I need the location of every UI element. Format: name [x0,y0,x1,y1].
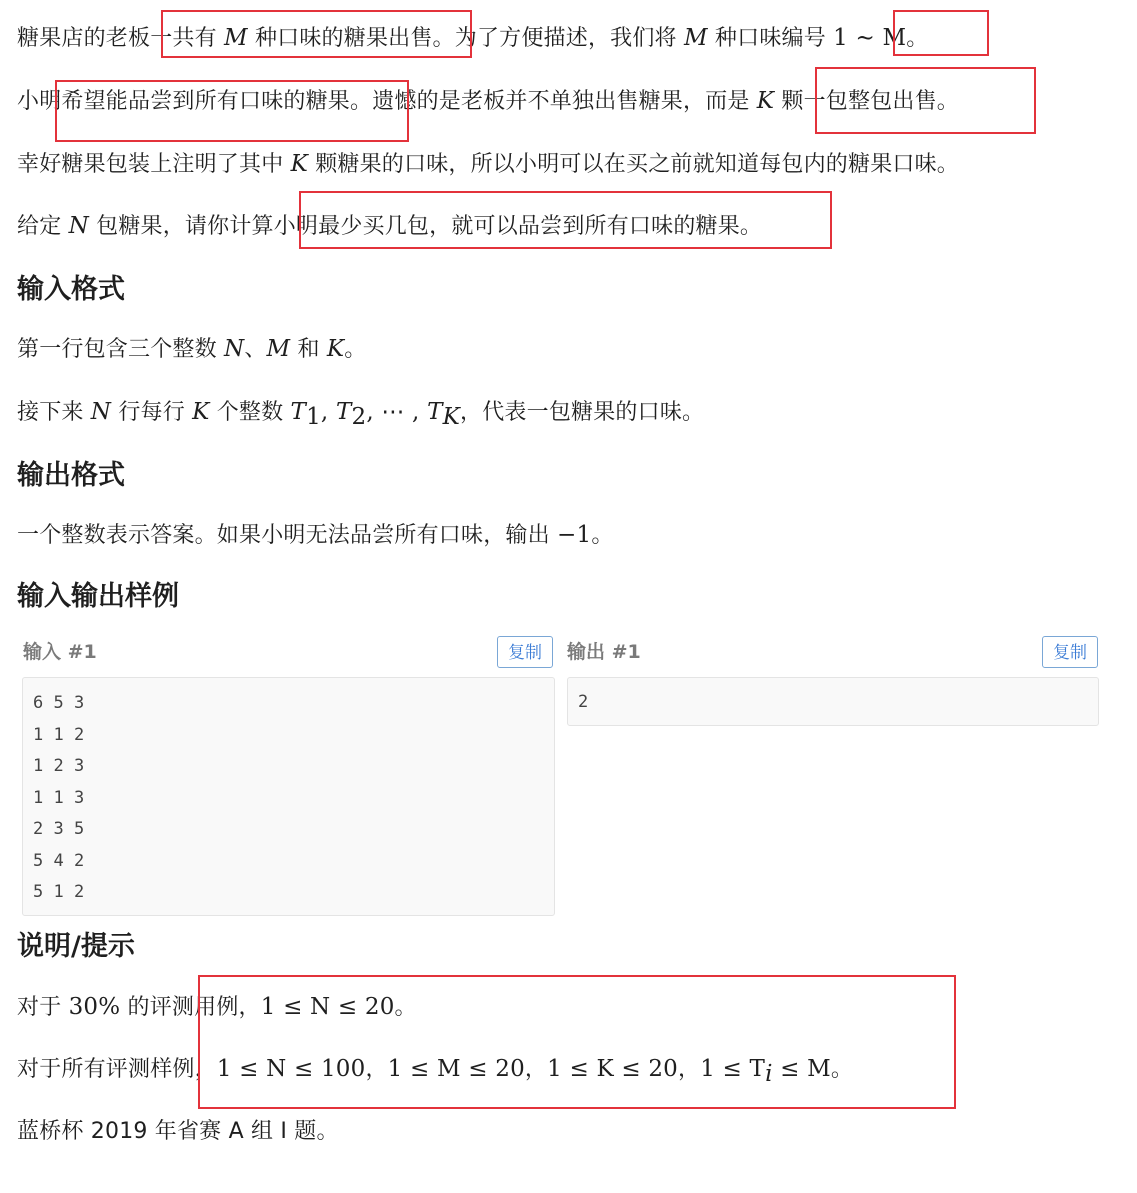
math-var: T [290,399,307,425]
text: 糖果店的老板一共有 [17,26,224,51]
statement-para-1 [17,22,928,55]
text: 。 [591,523,614,548]
statement-para-2 [17,85,959,118]
hints-heading: 说明/提示 [17,931,135,962]
math-constraint: 1 ≤ N ≤ 20 [260,994,395,1020]
text: 个整数 [209,400,291,425]
text: 颗糖果的口味，所以小明可以在买之前就知道每包内的糖果口味。 [308,152,959,177]
statement-para-3 [17,148,959,181]
math-number: −1 [557,522,592,548]
math-constraint: 1 ≤ M ≤ 20 [387,1056,525,1082]
math-sep: , [320,399,336,425]
text: 行每行 [111,400,193,425]
copy-input-button[interactable]: 复制 [497,636,553,668]
math-var: K [756,88,775,114]
math-subscript: K [442,404,461,430]
code-line: 6 5 3 [33,693,85,713]
math-var: N [224,336,245,362]
text: ， [678,1057,701,1082]
text: ，代表一包糖果的口味。 [460,400,705,425]
code-line: 5 1 2 [33,882,85,902]
code-line: 1 1 2 [33,724,85,745]
math-constraint: ≤ M [772,1056,831,1082]
text: 接下来 [17,400,91,425]
math-var: K [290,151,308,177]
text: 给定 [17,214,69,239]
text: 包糖果，请你计算小明最少买几包，就可以品尝到所有口味的糖果。 [88,214,763,239]
text: ， [524,1057,548,1082]
samples-heading: 输入输出样例 [17,581,179,612]
math-var: N [90,399,112,425]
text: 、 [244,337,267,362]
text: 。 [830,1057,854,1082]
math-subscript: i [765,1061,773,1087]
output-format-heading: 输出格式 [17,460,125,491]
math-var: M [224,25,248,51]
code-line: 5 4 2 [33,850,85,871]
code-line: 2 3 5 [33,819,85,839]
math-var: T [427,399,443,425]
copy-output-button[interactable]: 复制 [1042,636,1098,668]
input-format-line-1 [17,333,366,366]
text: 种口味的糖果出售。为了方便描述，我们将 [247,26,684,51]
math-var: M [683,25,708,51]
code-line: 1 1 3 [33,787,85,808]
source-line: 蓝桥杯 2019 年省赛 A 组 I 题。 [17,1119,339,1144]
text: ， [365,1057,388,1082]
math-constraint: 1 ≤ K ≤ 20 [547,1056,678,1082]
math-subscript: 2 [351,404,367,430]
text: 对于所有评测样例， [17,1057,217,1082]
math-range: 1 ∼ M [833,25,907,51]
sample-input-box[interactable] [22,677,555,916]
sample-input-label: 输入 #1 [23,641,97,663]
math-var: K [192,399,210,425]
hints-line-2 [17,1053,853,1086]
input-format-line-2 [17,396,704,429]
text: 。 [344,337,367,362]
code-line: 1 2 3 [33,756,85,776]
code-line: 2 [578,692,589,712]
text: 种口味编号 [707,26,834,51]
input-format-heading: 输入格式 [17,274,125,305]
math-sep: , ⋯ , [366,399,428,425]
text: 。 [906,26,929,51]
text: 的评测用例， [120,995,261,1020]
text: 幸好糖果包装上注明了其中 [17,152,291,177]
text: 小明希望能品尝到所有口味的糖果。遗憾的是老板并不单独出售糖果，而是 [17,89,757,114]
text: 和 [290,337,327,362]
math-percent: 30% [68,994,121,1020]
text: 颗一包整包出售。 [774,89,959,114]
text: 一个整数表示答案。如果小明无法品尝所有口味，输出 [17,523,557,548]
math-constraint: 1 ≤ N ≤ 100 [216,1056,366,1082]
math-subscript: 1 [306,404,321,430]
math-var: T [335,399,352,425]
text: 对于 [17,995,69,1020]
math-var: K [326,336,345,362]
text: 第一行包含三个整数 [17,337,224,362]
statement-para-4 [17,210,762,243]
math-var: N [68,213,89,239]
sample-output-label: 输出 #1 [567,641,641,663]
text: 。 [394,995,417,1020]
sample-output-box[interactable] [567,677,1099,726]
math-constraint: 1 ≤ T [700,1056,766,1082]
hints-line-1 [17,991,417,1024]
output-format-line-1 [17,519,614,552]
math-var: M [266,336,291,362]
